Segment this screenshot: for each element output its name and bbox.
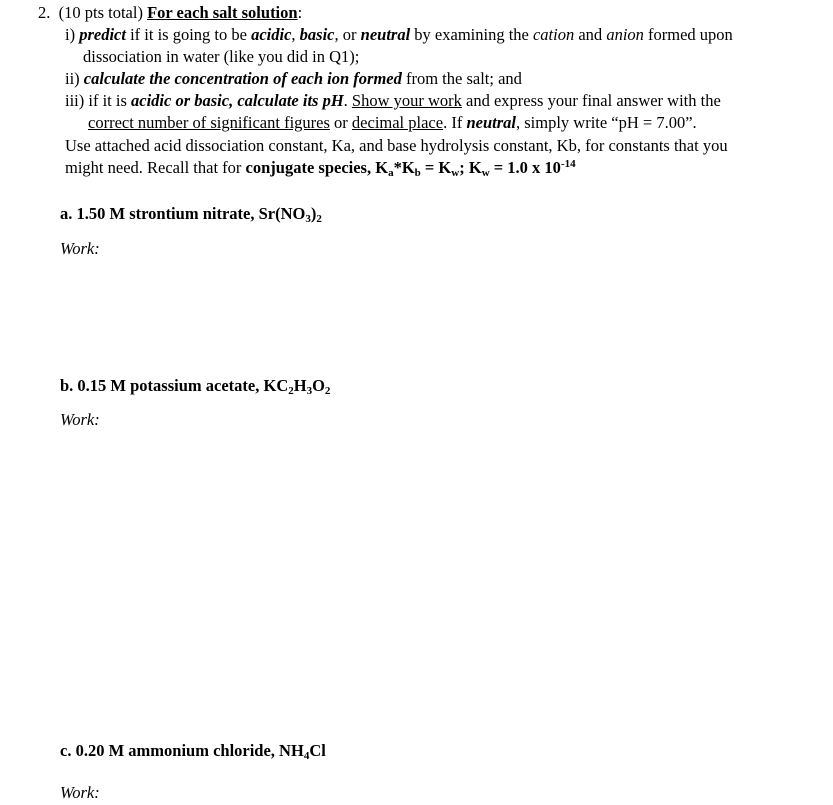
part-c-title (60, 740, 326, 763)
text-span: from the salt; and (401, 69, 522, 88)
text-span: . (343, 91, 352, 110)
text-span: a. 1.50 M strontium nitrate, Sr(NO (60, 204, 306, 223)
text-span: H (293, 376, 307, 395)
anion-text: anion (606, 25, 644, 44)
neutral-text-2: neutral (466, 113, 516, 132)
text-span: , (291, 25, 300, 44)
text-span: if it is (84, 91, 132, 110)
text-span: if it is going to be (125, 25, 252, 44)
text-span: formed upon (643, 25, 733, 44)
part-a-work-label: Work: (60, 239, 100, 258)
text-span: . If (443, 113, 467, 132)
part-b-work-label: Work: (60, 410, 100, 429)
neutral-text: neutral (360, 25, 411, 44)
sub: 2 (288, 385, 294, 397)
instruction-i-cont: dissociation in water (like you did in Q1); (83, 47, 360, 66)
cation-text: cation (532, 25, 575, 44)
sub: b (414, 167, 421, 179)
sub: 4 (303, 750, 310, 762)
use-constants-line: Use attached acid dissociation constant, Ka, and base hydrolysis constant, Kb, for constants that you (65, 136, 728, 155)
sub: w (481, 167, 490, 179)
exponent: -14 (560, 158, 576, 170)
question-header: For each salt solution (147, 3, 298, 22)
text-span: and (574, 25, 607, 44)
text-span: ; K (459, 158, 482, 177)
text-span: and express your final answer with the (461, 91, 721, 110)
recall-line (65, 157, 576, 180)
text-span: Cl (309, 741, 326, 760)
text-span: , simply write “pH = 7.00”. (515, 113, 697, 132)
sub: 2 (316, 213, 322, 225)
text-span: O (312, 376, 325, 395)
roman-ii: ii) (65, 69, 80, 88)
text-span: or (329, 113, 352, 132)
part-c-work-label: Work: (60, 783, 100, 802)
part-a-title (60, 203, 322, 226)
text-span: = K (420, 158, 452, 177)
roman-i: i) (65, 25, 76, 44)
question-points: (10 pts total) (58, 3, 143, 22)
text-span: ) (310, 204, 317, 223)
instruction-iii (65, 90, 721, 113)
text-span: by examining the (410, 25, 533, 44)
acidic-text: acidic (251, 25, 292, 44)
text-span: conjugate species, K (245, 158, 389, 177)
sub: 2 (324, 385, 331, 397)
calc-text: calculate the concentration of each ion formed (83, 69, 402, 88)
decimal-place-text: decimal place (351, 113, 444, 132)
acid-basic-text: acidic or basic, calculate its pH (131, 91, 344, 110)
sub: 3 (306, 385, 313, 397)
basic-text: basic (299, 25, 335, 44)
instruction-i (65, 24, 733, 47)
text-span: b. 0.15 M potassium acetate, KC (60, 376, 289, 395)
text-span: c. 0.20 M ammonium chloride, NH (60, 741, 304, 760)
roman-iii: iii) (65, 91, 85, 110)
question-header-line (38, 2, 302, 25)
header-colon: : (297, 3, 303, 22)
sub: w (451, 167, 460, 179)
sub: a (388, 167, 394, 179)
sig-figs-text: correct number of significant figures (88, 113, 330, 132)
instruction-iii-cont (88, 112, 697, 135)
text-span: = 1.0 x 10 (489, 158, 561, 177)
sub: 3 (305, 213, 311, 225)
text-span: , or (334, 25, 361, 44)
question-number: 2. (38, 3, 51, 22)
text-span: might need. Recall that for (65, 158, 246, 177)
instruction-ii (65, 68, 522, 91)
predict-text: predict (79, 25, 126, 44)
conjugate-relation (246, 158, 576, 177)
part-b-title (60, 375, 330, 398)
text-span: *K (393, 158, 415, 177)
show-work-text: Show your work (351, 91, 462, 110)
